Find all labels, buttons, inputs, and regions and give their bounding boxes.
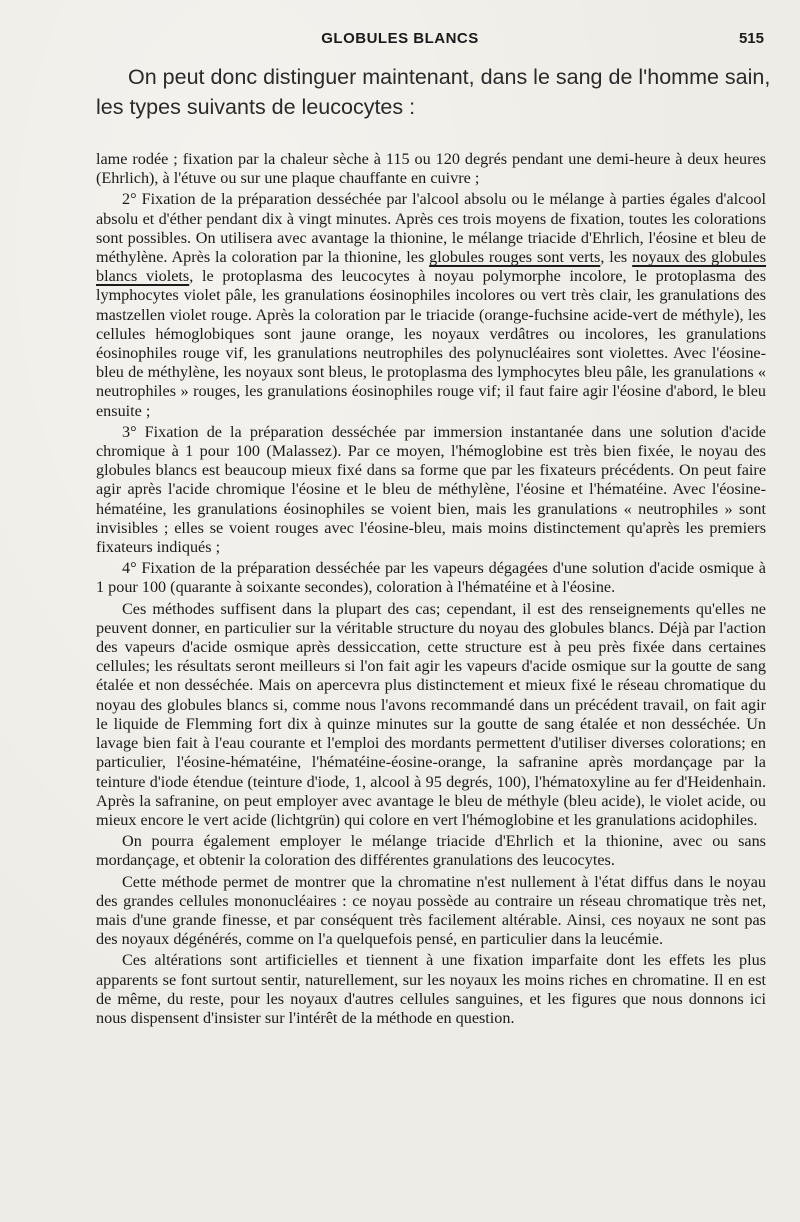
- body-text: [96, 150, 766, 1030]
- running-header: [0, 30, 800, 52]
- underlined-phrase-white-nuclei: noyaux des globules blancs violets: [96, 248, 767, 286]
- paragraph-text: 2° Fixation de la préparation desséchée par l'alcool absolu ou le mélange à parties égales d'alcool absolu et d'éther pendant dix à vingt minutes. Après ces trois moyens de fixation, toutes les colorations sont possibles. On utilisera avec avantage la thionine, le mélange triacide d'Ehrlich, l'éosine et bleu de méthylène. Après la coloration par la thionine, les: [96, 190, 766, 267]
- paragraph-chromatin: Cette méthode permet de montrer que la chromatine n'est nullement à l'état diffus dans le noyau des grandes cellules mononucléaires : ce noyau possède au contraire un réseau chromatique très net, mais d'une grande finesse, et par conséquent très facilement altérable. Ainsi, ces noyaux ne sont pas des noyaux dégénérés, comme on l'a quelquefois pensé, en particulier dans la leucémie.: [96, 872, 766, 949]
- paragraph-text: , les: [600, 248, 628, 267]
- underlined-phrase-red-globules: globules rouges sont verts: [429, 248, 601, 267]
- intro-sentence: On peut donc distinguer maintenant, dans le sang de l'homme sain, les types suivants de leucocytes :: [96, 65, 771, 119]
- paragraph-fixation-2: [96, 190, 766, 420]
- paragraph-fixation-continued: lame rodée ; fixation par la chaleur sèche à 115 ou 120 degrés pendant une demi-heure à deux heures (Ehrlich), à l'étuve ou sur une plaque chauffante en cuivre ;: [96, 150, 766, 188]
- paragraph-alterations: Ces altérations sont artificielles et tiennent à une fixation imparfaite dont les effets les plus apparents se font surtout sentir, naturellement, sur les noyaux les moins riches en chromatine. Il en est de même, du reste, pour les noyaux d'autres cellules sanguines, et les figures que nous donnons ici nous dispensent d'insister sur l'intérêt de la méthode en question.: [96, 951, 766, 1027]
- paragraph-triacide: On pourra également employer le mélange triacide d'Ehrlich et la thionine, avec ou sans mordançage, et obtenir la coloration des différentes granulations des leucocytes.: [96, 832, 766, 870]
- paragraph-fixation-4: 4° Fixation de la préparation desséchée par les vapeurs dégagées d'une solution d'acide osmique à 1 pour 100 (quarante à soixante secondes), coloration à l'hématéine et à l'éosine.: [96, 559, 766, 597]
- paragraph-text: , le protoplasma des leucocytes à noyau polymorphe incolore, le protoplasma des lymphocytes violet pâle, les granulations éosinophiles incolores ou vert très clair, les granulations des mastzellen violet rouge. Après la coloration par le triacide (orange-fuchsine acide-vert de méthyle), les cellules hémoglobiques sont jaune orange, les noyaux verdâtres ou incolores, les granulations éosinophiles rouge vif, les granulations neutrophiles des polynucléaires sont violettes. Avec l'éosine-bleu de méthylène, les noyaux sont bleus, le protoplasma des lymphocytes bleu pâle, les granulations « neutrophiles » rouges, les granulations éosinophiles rouge vif; il faut faire agir l'éosine d'abord, le bleu ensuite ;: [96, 267, 766, 420]
- paragraph-methods: Ces méthodes suffisent dans la plupart des cas; cependant, il est des renseignements qu'elles ne peuvent donner, en particulier sur la véritable structure du noyau des globules blancs. Déjà par l'action des vapeurs d'acide osmique après dessiccation, cette structure est à peu près fixée dans certaines cellules; les résultats seront meilleurs si l'on fait agir les vapeurs d'acide osmique sur la goutte de sang étalée et non desséchée. Mais on apercevra plus distinctement et mieux fixé le réseau chromatique du noyau des globules blancs si, comme nous l'avons recommandé dans un précédent travail, on fait agir le liquide de Flemming fort dix à quinze minutes sur la goutte de sang étalée et non desséchée. Un lavage bien fait à l'eau courante et l'emploi des mordants permettent d'utiliser diverses colorations; en particulier, l'éosine-hématéine, l'hématéine-éosine-orange, la safranine après mordançage par la teinture d'iode étendue (teinture d'iode, 1, alcool à 95 degrés, 100), l'hématoxyline au fer d'Heidenhain. Après la safranine, on peut employer avec avantage le bleu de méthyle (bleu acide), le violet acide, ou mieux encore le vert acide (lichtgrün) qui colore en vert l'hémoglobine et les granulations acidophiles.: [96, 599, 766, 829]
- page-number: 515: [738, 30, 764, 47]
- running-title: GLOBULES BLANCS: [321, 30, 479, 47]
- paragraph-fixation-3: 3° Fixation de la préparation desséchée par immersion instantanée dans une solution d'acide chromique à 1 pour 100 (Malassez). Par ce moyen, l'hémoglobine est très bien fixée, le noyau des globules blancs est beaucoup mieux fixé dans sa forme que par les fixateurs précédents. On peut faire agir après l'acide chromique l'éosine et le bleu de méthylène, l'éosine et l'hématéine. Avec l'éosine-hématéine, les granulations éosinophiles se voient bien, mais les granulations « neutrophiles » sont invisibles ; elles se voient rouges avec l'éosine-bleu, mais moins distinctement qu'après les premiers fixateurs indiqués ;: [96, 422, 766, 557]
